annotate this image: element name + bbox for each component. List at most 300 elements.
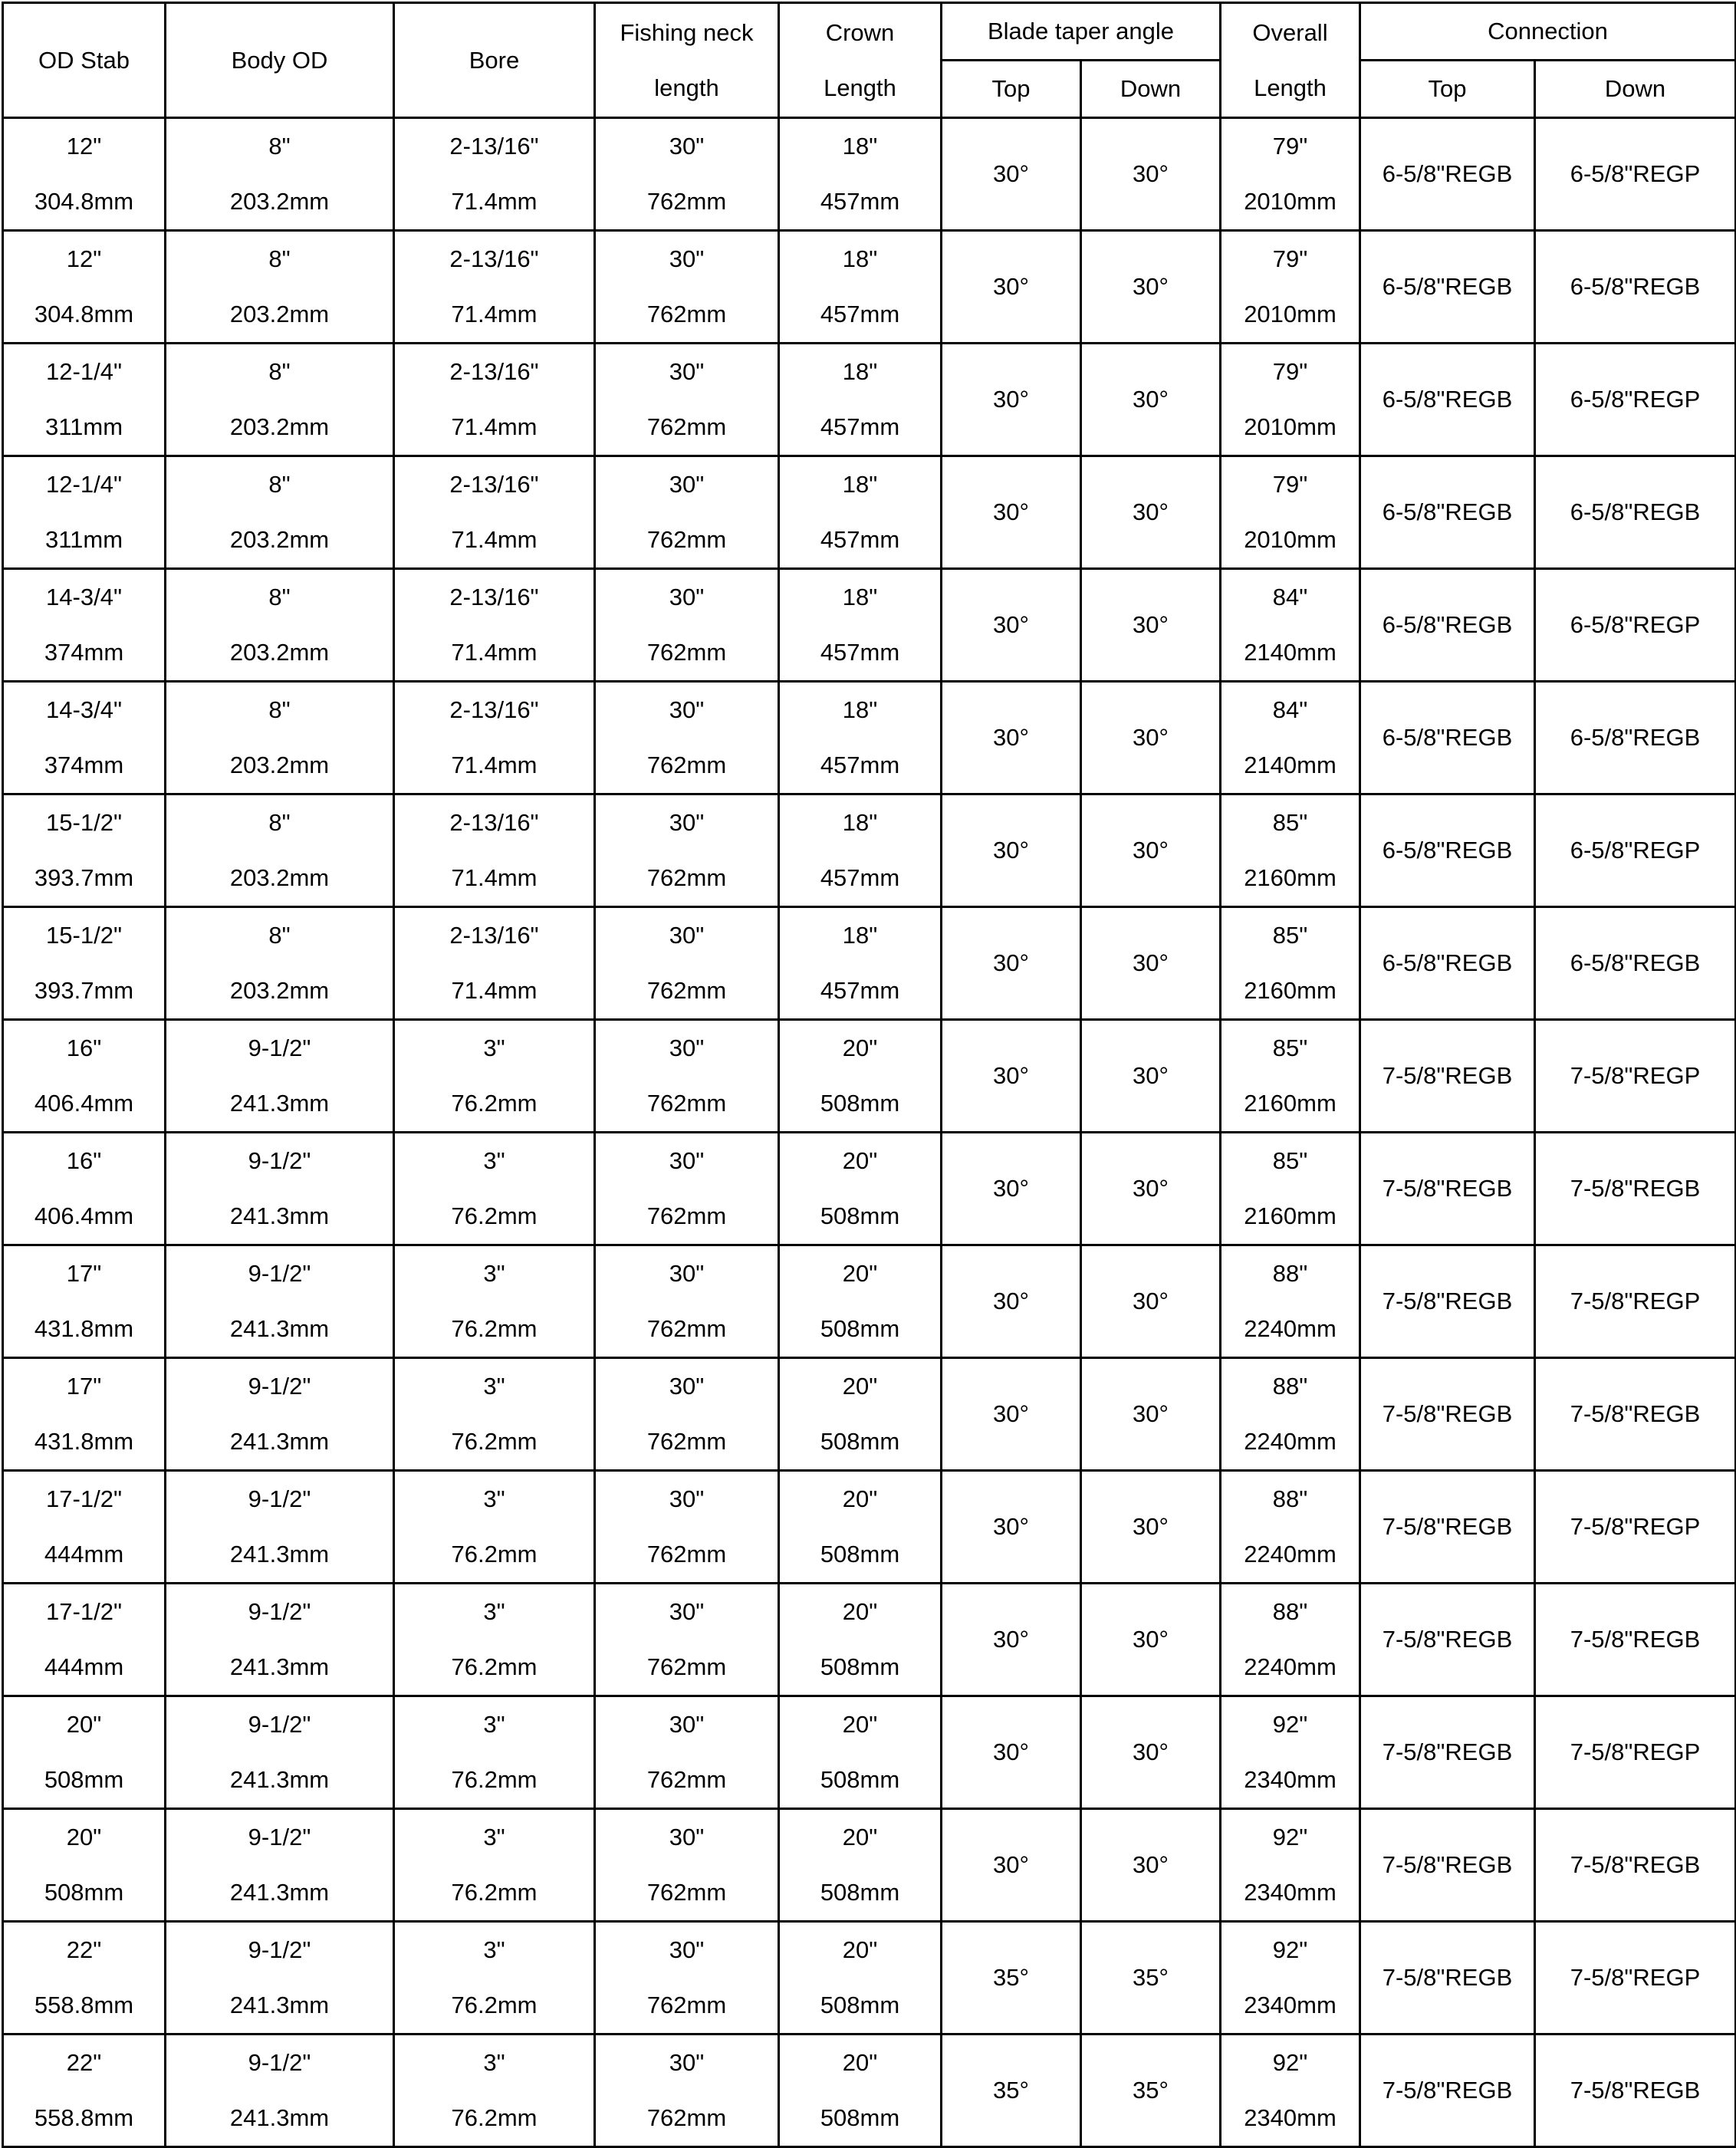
- body-od-cell: [166, 1133, 394, 1245]
- cell-value: 203.2mm: [229, 864, 330, 891]
- cell-value: 762mm: [646, 1879, 727, 1906]
- cell-value: 30°: [1133, 1288, 1169, 1314]
- connection-down-cell: [1535, 1471, 1736, 1584]
- cell-value: 76.2mm: [451, 1879, 538, 1906]
- cell-value: 30°: [993, 498, 1029, 525]
- cell-value: 7-5/8"REGP: [1570, 1964, 1701, 1991]
- cell-value: 762mm: [646, 301, 727, 327]
- fishing-neck-cell: [595, 344, 779, 456]
- cell-value: 30°: [993, 273, 1029, 300]
- cell-value: 30°: [993, 611, 1029, 638]
- taper-down-cell: [1081, 569, 1221, 682]
- cell-value: 30°: [993, 386, 1029, 413]
- header-blade-top: Top: [942, 61, 1081, 118]
- cell-value: 7-5/8"REGB: [1570, 1851, 1701, 1878]
- cell-value: 508mm: [820, 1315, 900, 1342]
- cell-value: 30": [669, 1260, 705, 1287]
- cell-value: 9-1/2": [248, 1711, 311, 1738]
- connection-top-cell: [1360, 2035, 1535, 2147]
- crown-length-cell: [779, 907, 942, 1020]
- bore-cell: [394, 1584, 595, 1696]
- cell-value: 374mm: [44, 752, 124, 778]
- cell-value: 508mm: [820, 1541, 900, 1567]
- cell-value: 241.3mm: [229, 1879, 330, 1906]
- cell-value: 241.3mm: [229, 1428, 330, 1455]
- taper-down-cell: [1081, 1133, 1221, 1245]
- connection-down-cell: [1535, 231, 1736, 344]
- crown-length-cell: [779, 2035, 942, 2147]
- fishing-neck-cell: [595, 682, 779, 794]
- cell-value: 92": [1272, 2049, 1308, 2076]
- cell-value: 457mm: [820, 752, 900, 778]
- cell-value: 30°: [1133, 273, 1169, 300]
- bore-cell: [394, 682, 595, 794]
- cell-value: 6-5/8"REGB: [1570, 498, 1701, 525]
- fishing-neck-cell: [595, 1133, 779, 1245]
- cell-value: 2240mm: [1244, 1541, 1337, 1567]
- cell-value: 241.3mm: [229, 1315, 330, 1342]
- connection-top-cell: [1360, 907, 1535, 1020]
- cell-value: 2-13/16": [449, 245, 539, 272]
- cell-value: 2-13/16": [449, 471, 539, 498]
- connection-top-cell: [1360, 344, 1535, 456]
- cell-value: 2010mm: [1244, 413, 1337, 440]
- cell-value: 20": [842, 2049, 878, 2076]
- overall-length-cell: [1221, 1471, 1360, 1584]
- cell-value: 508mm: [820, 1879, 900, 1906]
- cell-value: 30": [669, 1824, 705, 1850]
- crown-length-cell: [779, 682, 942, 794]
- cell-value: 30°: [993, 1851, 1029, 1878]
- od-stab-cell: [3, 907, 166, 1020]
- cell-value: 762mm: [646, 1090, 727, 1117]
- od-stab-cell: [3, 344, 166, 456]
- connection-down-cell: [1535, 118, 1736, 231]
- table-row: [3, 1245, 1736, 1358]
- crown-length-cell: [779, 1020, 942, 1133]
- overall-length-cell: [1221, 1922, 1360, 2035]
- cell-value: 2010mm: [1244, 188, 1337, 215]
- cell-value: 203.2mm: [229, 413, 330, 440]
- cell-value: 508mm: [44, 1766, 124, 1793]
- cell-value: 241.3mm: [229, 1992, 330, 2018]
- cell-value: 2-13/16": [449, 358, 539, 385]
- od-stab-cell: [3, 569, 166, 682]
- cell-value: 30°: [993, 1626, 1029, 1653]
- connection-down-cell: [1535, 1245, 1736, 1358]
- od-stab-cell: [3, 1133, 166, 1245]
- cell-value: 241.3mm: [229, 1090, 330, 1117]
- cell-value: 76.2mm: [451, 1090, 538, 1117]
- cell-value: 2-13/16": [449, 584, 539, 610]
- table-row: [3, 1809, 1736, 1922]
- crown-length-cell: [779, 456, 942, 569]
- body-od-cell: [166, 2035, 394, 2147]
- overall-length-cell: [1221, 907, 1360, 1020]
- taper-down-cell: [1081, 1471, 1221, 1584]
- cell-value: 17": [66, 1260, 102, 1287]
- cell-value: 30°: [1133, 386, 1169, 413]
- cell-value: 30°: [993, 1400, 1029, 1427]
- crown-length-cell: [779, 569, 942, 682]
- connection-down-cell: [1535, 569, 1736, 682]
- bore-cell: [394, 907, 595, 1020]
- bore-cell: [394, 569, 595, 682]
- cell-value: 88": [1272, 1260, 1308, 1287]
- connection-down-cell: [1535, 1584, 1736, 1696]
- connection-top-cell: [1360, 1358, 1535, 1471]
- cell-value: 2-13/16": [449, 809, 539, 836]
- bore-cell: [394, 1358, 595, 1471]
- cell-value: 7-5/8"REGB: [1382, 1288, 1513, 1314]
- cell-value: 30°: [993, 837, 1029, 863]
- cell-value: 241.3mm: [229, 1202, 330, 1229]
- taper-down-cell: [1081, 1809, 1221, 1922]
- cell-value: 6-5/8"REGP: [1570, 160, 1701, 187]
- header-crown-length: Crown Length: [779, 3, 942, 118]
- cell-value: 508mm: [820, 1428, 900, 1455]
- od-stab-cell: [3, 794, 166, 907]
- taper-top-cell: [942, 344, 1081, 456]
- cell-value: 30°: [993, 160, 1029, 187]
- cell-value: 7-5/8"REGB: [1382, 1513, 1513, 1540]
- crown-length-cell: [779, 1245, 942, 1358]
- fishing-neck-cell: [595, 1358, 779, 1471]
- overall-length-cell: [1221, 682, 1360, 794]
- table-row: [3, 1471, 1736, 1584]
- crown-length-cell: [779, 1696, 942, 1809]
- cell-value: 14-3/4": [46, 584, 122, 610]
- cell-value: 203.2mm: [229, 188, 330, 215]
- header-body-od: Body OD: [166, 3, 394, 118]
- cell-value: 88": [1272, 1598, 1308, 1625]
- connection-down-cell: [1535, 1696, 1736, 1809]
- table-row: [3, 118, 1736, 231]
- bore-cell: [394, 118, 595, 231]
- bore-cell: [394, 794, 595, 907]
- cell-value: 20": [842, 1035, 878, 1061]
- od-stab-cell: [3, 682, 166, 794]
- overall-length-cell: [1221, 1020, 1360, 1133]
- table-row: [3, 569, 1736, 682]
- taper-down-cell: [1081, 2035, 1221, 2147]
- cell-value: 15-1/2": [46, 922, 122, 949]
- cell-value: 35°: [1133, 2077, 1169, 2104]
- cell-value: 2140mm: [1244, 639, 1337, 666]
- table-row: [3, 1020, 1736, 1133]
- table-row: [3, 231, 1736, 344]
- od-stab-cell: [3, 1809, 166, 1922]
- taper-down-cell: [1081, 682, 1221, 794]
- taper-down-cell: [1081, 1245, 1221, 1358]
- cell-value: 2-13/16": [449, 133, 539, 160]
- cell-value: 30°: [993, 1175, 1029, 1202]
- header-overall-length: Overall Length: [1221, 3, 1360, 118]
- connection-top-cell: [1360, 1922, 1535, 2035]
- connection-top-cell: [1360, 569, 1535, 682]
- connection-down-cell: [1535, 1922, 1736, 2035]
- cell-value: 457mm: [820, 639, 900, 666]
- cell-value: 2160mm: [1244, 1202, 1337, 1229]
- connection-top-cell: [1360, 1696, 1535, 1809]
- connection-down-cell: [1535, 344, 1736, 456]
- cell-value: 762mm: [646, 188, 727, 215]
- overall-length-cell: [1221, 794, 1360, 907]
- cell-value: 9-1/2": [248, 1260, 311, 1287]
- fishing-neck-cell: [595, 456, 779, 569]
- cell-value: 30°: [1133, 1851, 1169, 1878]
- cell-value: 508mm: [820, 1090, 900, 1117]
- cell-value: 76.2mm: [451, 2104, 538, 2131]
- cell-value: 9-1/2": [248, 1373, 311, 1400]
- cell-value: 406.4mm: [34, 1202, 134, 1229]
- cell-value: 85": [1272, 809, 1308, 836]
- table-row: [3, 2035, 1736, 2147]
- cell-value: 203.2mm: [229, 639, 330, 666]
- cell-value: 457mm: [820, 301, 900, 327]
- taper-top-cell: [942, 569, 1081, 682]
- table-row: [3, 344, 1736, 456]
- cell-value: 2160mm: [1244, 1090, 1337, 1117]
- cell-value: 9-1/2": [248, 1147, 311, 1174]
- cell-value: 393.7mm: [34, 864, 134, 891]
- cell-value: 79": [1272, 245, 1308, 272]
- bore-cell: [394, 1809, 595, 1922]
- cell-value: 76.2mm: [451, 1315, 538, 1342]
- cell-value: 3": [483, 1260, 505, 1287]
- cell-value: 7-5/8"REGB: [1382, 1175, 1513, 1202]
- cell-value: 508mm: [820, 2104, 900, 2131]
- taper-top-cell: [942, 1471, 1081, 1584]
- header-connection-down: Down: [1535, 61, 1736, 118]
- cell-value: 7-5/8"REGB: [1570, 1175, 1701, 1202]
- cell-value: 508mm: [820, 1653, 900, 1680]
- connection-top-cell: [1360, 1020, 1535, 1133]
- cell-value: 71.4mm: [451, 864, 538, 891]
- taper-down-cell: [1081, 231, 1221, 344]
- table-row: [3, 794, 1736, 907]
- od-stab-cell: [3, 1584, 166, 1696]
- cell-value: 30": [669, 1598, 705, 1625]
- cell-value: 203.2mm: [229, 301, 330, 327]
- taper-top-cell: [942, 1245, 1081, 1358]
- cell-value: 6-5/8"REGB: [1382, 949, 1513, 976]
- cell-value: 8": [268, 696, 291, 723]
- cell-value: 30": [669, 584, 705, 610]
- cell-value: 71.4mm: [451, 977, 538, 1004]
- cell-value: 71.4mm: [451, 639, 538, 666]
- cell-value: 18": [842, 358, 878, 385]
- table-row: [3, 1358, 1736, 1471]
- table-body: [3, 118, 1736, 2147]
- bore-cell: [394, 1245, 595, 1358]
- cell-value: 20": [842, 1147, 878, 1174]
- cell-value: 20": [842, 1260, 878, 1287]
- cell-value: 12-1/4": [46, 358, 122, 385]
- cell-value: 762mm: [646, 752, 727, 778]
- cell-value: 3": [483, 1147, 505, 1174]
- cell-value: 22": [66, 1936, 102, 1963]
- body-od-cell: [166, 1584, 394, 1696]
- body-od-cell: [166, 682, 394, 794]
- cell-value: 3": [483, 1373, 505, 1400]
- crown-length-cell: [779, 231, 942, 344]
- bore-cell: [394, 456, 595, 569]
- cell-value: 30°: [993, 1513, 1029, 1540]
- taper-top-cell: [942, 682, 1081, 794]
- taper-down-cell: [1081, 1584, 1221, 1696]
- cell-value: 8": [268, 471, 291, 498]
- bore-cell: [394, 1922, 595, 2035]
- taper-top-cell: [942, 907, 1081, 1020]
- cell-value: 374mm: [44, 639, 124, 666]
- cell-value: 16": [66, 1035, 102, 1061]
- connection-down-cell: [1535, 1020, 1736, 1133]
- cell-value: 30": [669, 1936, 705, 1963]
- cell-value: 762mm: [646, 2104, 727, 2131]
- cell-value: 12-1/4": [46, 471, 122, 498]
- od-stab-cell: [3, 118, 166, 231]
- cell-value: 6-5/8"REGP: [1570, 611, 1701, 638]
- cell-value: 30°: [1133, 1626, 1169, 1653]
- table-row: [3, 456, 1736, 569]
- od-stab-cell: [3, 1922, 166, 2035]
- cell-value: 8": [268, 922, 291, 949]
- cell-value: 8": [268, 584, 291, 610]
- fishing-neck-cell: [595, 907, 779, 1020]
- cell-value: 18": [842, 471, 878, 498]
- cell-value: 30°: [1133, 160, 1169, 187]
- cell-value: 30": [669, 471, 705, 498]
- cell-value: 92": [1272, 1824, 1308, 1850]
- cell-value: 762mm: [646, 1992, 727, 2018]
- cell-value: 12": [66, 245, 102, 272]
- cell-value: 30°: [1133, 1738, 1169, 1765]
- connection-down-cell: [1535, 456, 1736, 569]
- cell-value: 6-5/8"REGB: [1382, 498, 1513, 525]
- cell-value: 35°: [993, 2077, 1029, 2104]
- body-od-cell: [166, 231, 394, 344]
- cell-value: 311mm: [44, 413, 123, 440]
- cell-value: 30": [669, 1147, 705, 1174]
- cell-value: 16": [66, 1147, 102, 1174]
- table-header: [3, 3, 1736, 118]
- cell-value: 71.4mm: [451, 413, 538, 440]
- cell-value: 76.2mm: [451, 1653, 538, 1680]
- cell-value: 30°: [1133, 1175, 1169, 1202]
- cell-value: 457mm: [820, 977, 900, 1004]
- cell-value: 9-1/2": [248, 2049, 311, 2076]
- cell-value: 311mm: [44, 526, 123, 553]
- connection-top-cell: [1360, 1584, 1535, 1696]
- cell-value: 241.3mm: [229, 2104, 330, 2131]
- cell-value: 508mm: [820, 1202, 900, 1229]
- overall-length-cell: [1221, 1358, 1360, 1471]
- taper-top-cell: [942, 794, 1081, 907]
- body-od-cell: [166, 1358, 394, 1471]
- cell-value: 3": [483, 1485, 505, 1512]
- cell-value: 7-5/8"REGB: [1382, 1062, 1513, 1089]
- cell-value: 762mm: [646, 639, 727, 666]
- cell-value: 2140mm: [1244, 752, 1337, 778]
- header-od-stab: OD Stab: [3, 3, 166, 118]
- fishing-neck-cell: [595, 794, 779, 907]
- cell-value: 18": [842, 245, 878, 272]
- cell-value: 762mm: [646, 1202, 727, 1229]
- od-stab-cell: [3, 2035, 166, 2147]
- cell-value: 85": [1272, 1035, 1308, 1061]
- fishing-neck-cell: [595, 1471, 779, 1584]
- body-od-cell: [166, 1809, 394, 1922]
- cell-value: 20": [842, 1711, 878, 1738]
- crown-length-cell: [779, 794, 942, 907]
- crown-length-cell: [779, 1358, 942, 1471]
- cell-value: 71.4mm: [451, 188, 538, 215]
- cell-value: 8": [268, 809, 291, 836]
- overall-length-cell: [1221, 1245, 1360, 1358]
- cell-value: 7-5/8"REGP: [1570, 1062, 1701, 1089]
- cell-value: 30": [669, 358, 705, 385]
- cell-value: 762mm: [646, 864, 727, 891]
- cell-value: 457mm: [820, 864, 900, 891]
- body-od-cell: [166, 118, 394, 231]
- cell-value: 241.3mm: [229, 1766, 330, 1793]
- cell-value: 15-1/2": [46, 809, 122, 836]
- cell-value: 3": [483, 1598, 505, 1625]
- table-row: [3, 1584, 1736, 1696]
- cell-value: 762mm: [646, 1766, 727, 1793]
- cell-value: 22": [66, 2049, 102, 2076]
- cell-value: 88": [1272, 1485, 1308, 1512]
- cell-value: 457mm: [820, 188, 900, 215]
- cell-value: 9-1/2": [248, 1598, 311, 1625]
- cell-value: 7-5/8"REGB: [1570, 2077, 1701, 2104]
- cell-value: 2340mm: [1244, 1766, 1337, 1793]
- table-row: [3, 682, 1736, 794]
- fishing-neck-cell: [595, 569, 779, 682]
- fishing-neck-cell: [595, 1922, 779, 2035]
- cell-value: 2240mm: [1244, 1315, 1337, 1342]
- bore-cell: [394, 2035, 595, 2147]
- cell-value: 71.4mm: [451, 301, 538, 327]
- cell-value: 6-5/8"REGB: [1382, 724, 1513, 751]
- cell-value: 6-5/8"REGB: [1382, 273, 1513, 300]
- connection-top-cell: [1360, 1133, 1535, 1245]
- cell-value: 76.2mm: [451, 1766, 538, 1793]
- cell-value: 76.2mm: [451, 1202, 538, 1229]
- taper-down-cell: [1081, 1696, 1221, 1809]
- cell-value: 558.8mm: [34, 1992, 134, 2018]
- od-stab-cell: [3, 1245, 166, 1358]
- connection-top-cell: [1360, 118, 1535, 231]
- cell-value: 7-5/8"REGB: [1382, 1738, 1513, 1765]
- cell-value: 6-5/8"REGB: [1382, 386, 1513, 413]
- crown-length-cell: [779, 1584, 942, 1696]
- overall-length-cell: [1221, 1133, 1360, 1245]
- cell-value: 6-5/8"REGB: [1382, 160, 1513, 187]
- cell-value: 18": [842, 584, 878, 610]
- fishing-neck-cell: [595, 2035, 779, 2147]
- cell-value: 762mm: [646, 1653, 727, 1680]
- cell-value: 203.2mm: [229, 977, 330, 1004]
- cell-value: 7-5/8"REGP: [1570, 1288, 1701, 1314]
- cell-value: 30": [669, 1711, 705, 1738]
- cell-value: 8": [268, 358, 291, 385]
- od-stab-cell: [3, 456, 166, 569]
- cell-value: 6-5/8"REGB: [1382, 837, 1513, 863]
- body-od-cell: [166, 1471, 394, 1584]
- cell-value: 30": [669, 1485, 705, 1512]
